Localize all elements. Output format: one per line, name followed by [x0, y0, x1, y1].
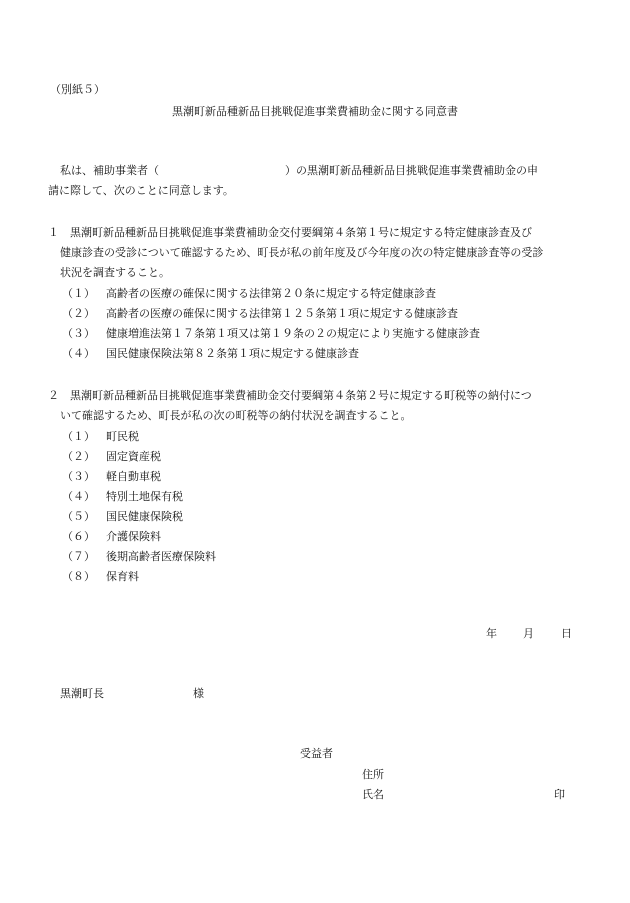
section1-item-1-number: （１）: [62, 287, 95, 300]
name-label: 氏名: [362, 788, 384, 801]
addressee-name: 黒潮町長: [60, 687, 104, 700]
date-year-label: 年: [486, 627, 497, 640]
address-label: 住所: [362, 768, 384, 781]
section2-item-8-number: （８）: [62, 570, 95, 583]
section1-item-4-text: 国民健康保険法第８２条第１項に規定する健康診査: [106, 347, 359, 360]
section2-item-1-number: （１）: [62, 430, 95, 443]
section2-item-1-text: 町民税: [106, 430, 139, 443]
section2-item-5-text: 国民健康保険税: [106, 510, 183, 523]
beneficiary-heading: 受益者: [300, 747, 333, 760]
section2-item-2-text: 固定資産税: [106, 450, 161, 463]
section1-item-4-number: （４）: [62, 347, 95, 360]
date-day-label: 日: [561, 627, 572, 640]
section1-line-2: 健康診査の受診について確認するため、町長が私の前年度及び今年度の次の特定健康診査等の受診: [60, 246, 544, 259]
section1-line-1: １ 黒潮町新品種新品目挑戦促進事業費補助金交付要綱第４条第１号に規定する特定健康診査及び: [48, 226, 532, 239]
section1-item-3-text: 健康増進法第１７条第１項又は第１９条の２の規定により実施する健康診査: [106, 327, 480, 340]
section1-item-1-text: 高齢者の医療の確保に関する法律第２０条に規定する特定健康診査: [106, 287, 436, 300]
seal-label: 印: [554, 788, 565, 801]
section2-item-4-number: （４）: [62, 490, 95, 503]
intro-line-1: [60, 165, 538, 176]
section2-item-7-text: 後期高齢者医療保険料: [106, 550, 216, 563]
intro-line-2: 請に際して、次のことに同意します。: [48, 184, 234, 197]
section2-line-2: いて確認するため、町長が私の次の町税等の納付状況を調査すること。: [60, 409, 412, 422]
document-title: 黒潮町新品種新品目挑戦促進事業費補助金に関する同意書: [172, 105, 458, 118]
section1-item-3-number: （３）: [62, 327, 95, 340]
section2-item-8-text: 保育料: [106, 570, 139, 583]
section2-item-3-text: 軽自動車税: [106, 470, 161, 483]
attachment-label: （別紙５）: [50, 83, 105, 96]
section2-item-4-text: 特別土地保有税: [106, 490, 183, 503]
section2-line-1: ２ 黒潮町新品種新品目挑戦促進事業費補助金交付要綱第４条第２号に規定する町税等の納付につ: [48, 389, 532, 402]
section2-item-6-number: （６）: [62, 530, 95, 543]
section1-item-2-number: （２）: [62, 307, 95, 320]
section2-item-3-number: （３）: [62, 470, 95, 483]
intro-prefix: 私は、補助事業者（: [60, 164, 159, 177]
intro-suffix: ）の黒潮町新品種新品目挑戦促進事業費補助金の申: [285, 164, 538, 177]
addressee-honorific: 様: [193, 687, 204, 700]
date-month-label: 月: [523, 627, 534, 640]
section1-line-3: 状況を調査すること。: [60, 266, 170, 279]
section2-item-6-text: 介護保険料: [106, 530, 161, 543]
section1-item-2-text: 高齢者の医療の確保に関する法律第１２５条第１項に規定する健康診査: [106, 307, 458, 320]
section2-item-5-number: （５）: [62, 510, 95, 523]
section2-item-2-number: （２）: [62, 450, 95, 463]
section2-item-7-number: （７）: [62, 550, 95, 563]
